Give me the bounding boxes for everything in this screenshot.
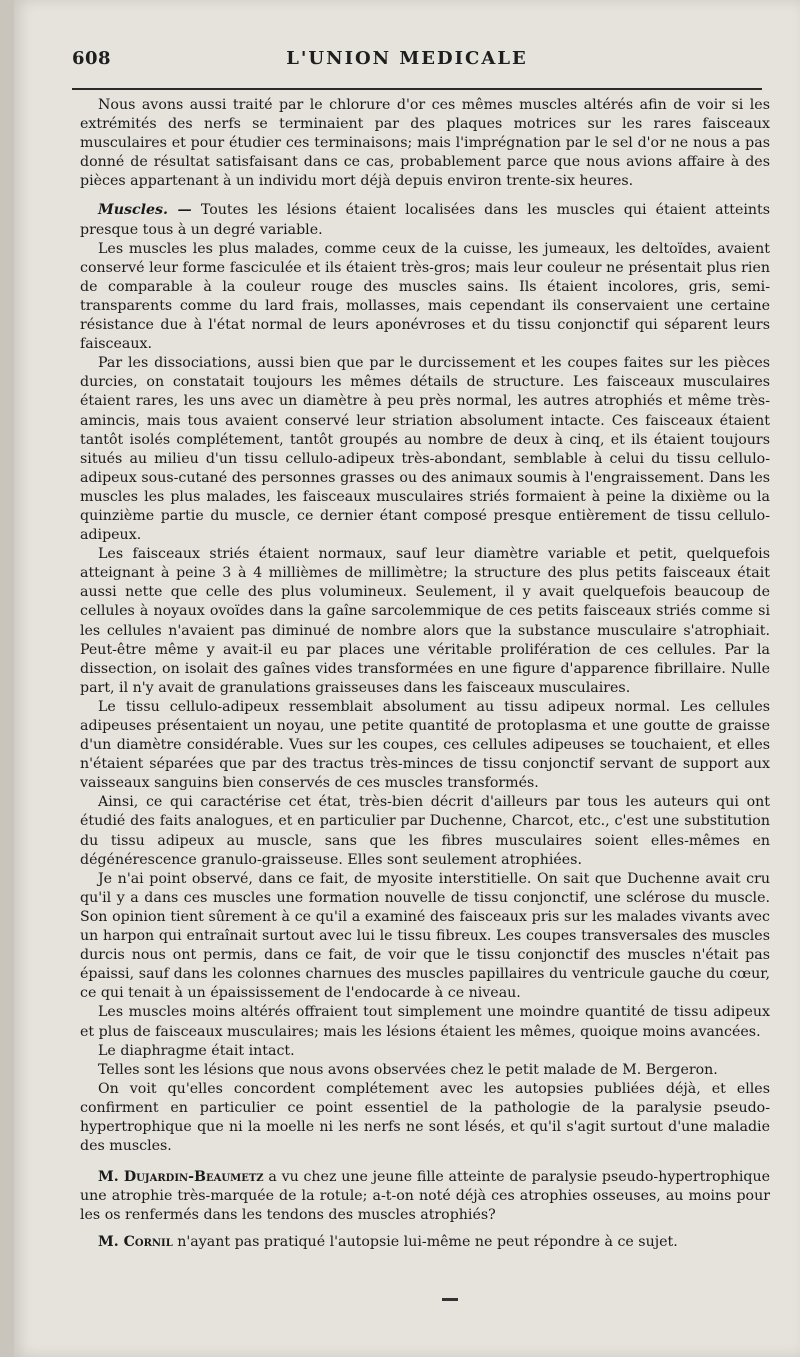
header-rule xyxy=(72,88,762,90)
paragraph: Je n'ai point observé, dans ce fait, de myosite interstitielle. On sait que Duchenne avait cru qu'il y a dans ces muscles une formation nouvelle de tissu conjonctif, une sclérose du muscle. Son opinion tient sûrement à ce qu'il a examiné des faisceaux pris sur les malades vivants avec un harpon qui entraînait surtout avec lui le tissu fibreux. Les coupes transversales des muscles durcis nous ont permis, dans ce fait, de voir que le tissu conjonctif des muscles n'était pas épaissi, sauf dans les colonnes charnues des muscles papillaires du ventricule gauche du cœur, ce qui tenait à un épaississement de l'endocarde à ce niveau. xyxy=(80,870,770,1002)
discussion-text: n'ayant pas pratiqué l'autopsie lui-même ne peut répondre à ce sujet. xyxy=(177,1234,678,1251)
paragraph: Par les dissociations, aussi bien que par le durcissement et les coupes faites sur les pièces durcies, on constatait toujours les mêmes détails de structure. Les faisceaux musculaires étaient rares, les uns avec un diamètre à peu près normal, les autres atrophiés et même très-amincis, mais tous avaient conservé leur striation absolument intacte. Ces faisceaux étaient tantôt isolés complétement, tantôt groupés au nombre de deux à cinq, et ils étaient toujours situés au milieu d'un tissu cellulo-adipeux très-abondant, semblable à celui du tissu cellulo-adipeux sous-cutané des personnes grasses ou des animaux soumis à l'engraissement. Dans les muscles les plus malades, les faisceaux musculaires striés formaient à peine la dixième ou la quinzième partie du muscle, ce dernier étant composé presque entièrement de tissu cellulo-adipeux. xyxy=(80,355,770,544)
section-lead: Muscles. — xyxy=(98,202,192,219)
paragraph: Le tissu cellulo-adipeux ressemblait absolument au tissu adipeux normal. Les cellules adipeuses présentaient un noyau, une petite quantité de protoplasma et une goutte de graisse d'un diamètre considérable. Vues sur les coupes, ces cellules adipeuses se touchaient, et elles n'étaient séparées que par des tractus très-minces de tissu conjonctif servant de support aux vaisseaux sanguins bien conservés de ces muscles transformés. xyxy=(80,698,770,792)
page-number: 608 xyxy=(72,48,112,69)
paragraph: Les muscles les plus malades, comme ceux de la cuisse, les jumeaux, les deltoïdes, avaient conservé leur forme fasciculée et ils étaient très-gros; mais leur couleur ne présentait plus rien de comparable à la couleur rouge des muscles sains. Ils étaient incolores, gris, semi-transparents comme du lard frais, mollasses, mais cependant ils conservaient une certaine résistance due à l'état normal de leurs aponévroses et du tissu conjonctif qui séparent leurs faisceaux. xyxy=(80,240,770,353)
paragraph: Nous avons aussi traité par le chlorure d'or ces mêmes muscles altérés afin de voir si les extrémités des nerfs se terminaient par des plaques motrices sur les rares faisceaux musculaires et pour étudier ces terminaisons; mais l'imprégnation par le sel d'or ne nous a pas donné de résultat satisfaisant dans ce cas, probablement parce que nous avions affaire à des pièces appartenant à un individu mort déjà depuis environ trente-six heures. xyxy=(80,97,770,190)
paragraph: Le diaphragme était intact. xyxy=(98,1042,295,1059)
discussion-text: a vu chez une jeune fille atteinte de paralysie pseudo-hypertrophique une atrophie très-marquée de la rotule; a-t-on noté déjà ces atrophies osseuses, au moins pour les os renfermés dans les tendons des muscles atrophiés? xyxy=(80,1169,771,1224)
paragraph: Les muscles moins altérés offraient tout simplement une moindre quantité de tissu adipeux et plus de faisceaux musculaires; mais les lésions étaient les mêmes, quoique moins avancées. xyxy=(80,1004,770,1040)
paragraph: Les faisceaux striés étaient normaux, sauf leur diamètre variable et petit, quelquefois atteignant à peine 3 à 4 millièmes de millimètre; la structure des plus petits faisceaux était aussi nette que celle des plus volumineux. Seulement, il y avait quelquefois beaucoup de cellules à noyaux ovoïdes dans la gaîne sarcolemmique de ces petits faisceaux striés comme si les cellules n'avaient pas diminué de nombre alors que la substance musculaire s'atrophiait. Peut-être même y avait-il eu par places une véritable prolifération de ces cellules. Par la dissection, on isolait des gaînes vides transformées en une figure d'apparence fibrillaire. Nulle part, il n'y avait de granulations graisseuses dans les faisceaux musculaires. xyxy=(80,546,770,696)
speaker-name: M. Dujardin-Beaumetz xyxy=(98,1169,264,1186)
article-body xyxy=(80,96,770,1253)
page xyxy=(14,0,800,1357)
footer-dash xyxy=(442,1298,458,1301)
paragraph xyxy=(80,201,770,239)
paragraph: Telles sont les lésions que nous avons observées chez le petit malade de M. Bergeron. xyxy=(98,1061,718,1078)
discussion-paragraph xyxy=(80,1233,770,1252)
page-header xyxy=(14,44,800,76)
paragraph-text: Toutes les lésions étaient localisées dans les muscles qui étaient atteints presque tous à un degré variable. xyxy=(80,202,771,238)
paragraph: On voit qu'elles concordent complétement avec les autopsies publiées déjà, et elles confirment en particulier ce point essentiel de la pathologie de la paralysie pseudo-hypertrophique que ni la moelle ni les nerfs ne sont lésés, et qu'il s'agit surtout d'une maladie des muscles. xyxy=(80,1080,770,1155)
running-title: L'UNION MEDICALE xyxy=(286,48,528,69)
discussion-paragraph xyxy=(80,1168,770,1225)
paragraph: Ainsi, ce qui caractérise cet état, très-bien décrit d'ailleurs par tous les auteurs qui ont étudié des faits analogues, et en particulier par Duchenne, Charcot, etc., c'est une substitution du tissu adipeux au muscle, sans que les fibres musculaires soient elles-mêmes en dégénérescence granulo-graisseuse. Elles sont seulement atrophiées. xyxy=(80,794,770,868)
speaker-name: M. Cornil xyxy=(98,1234,173,1251)
